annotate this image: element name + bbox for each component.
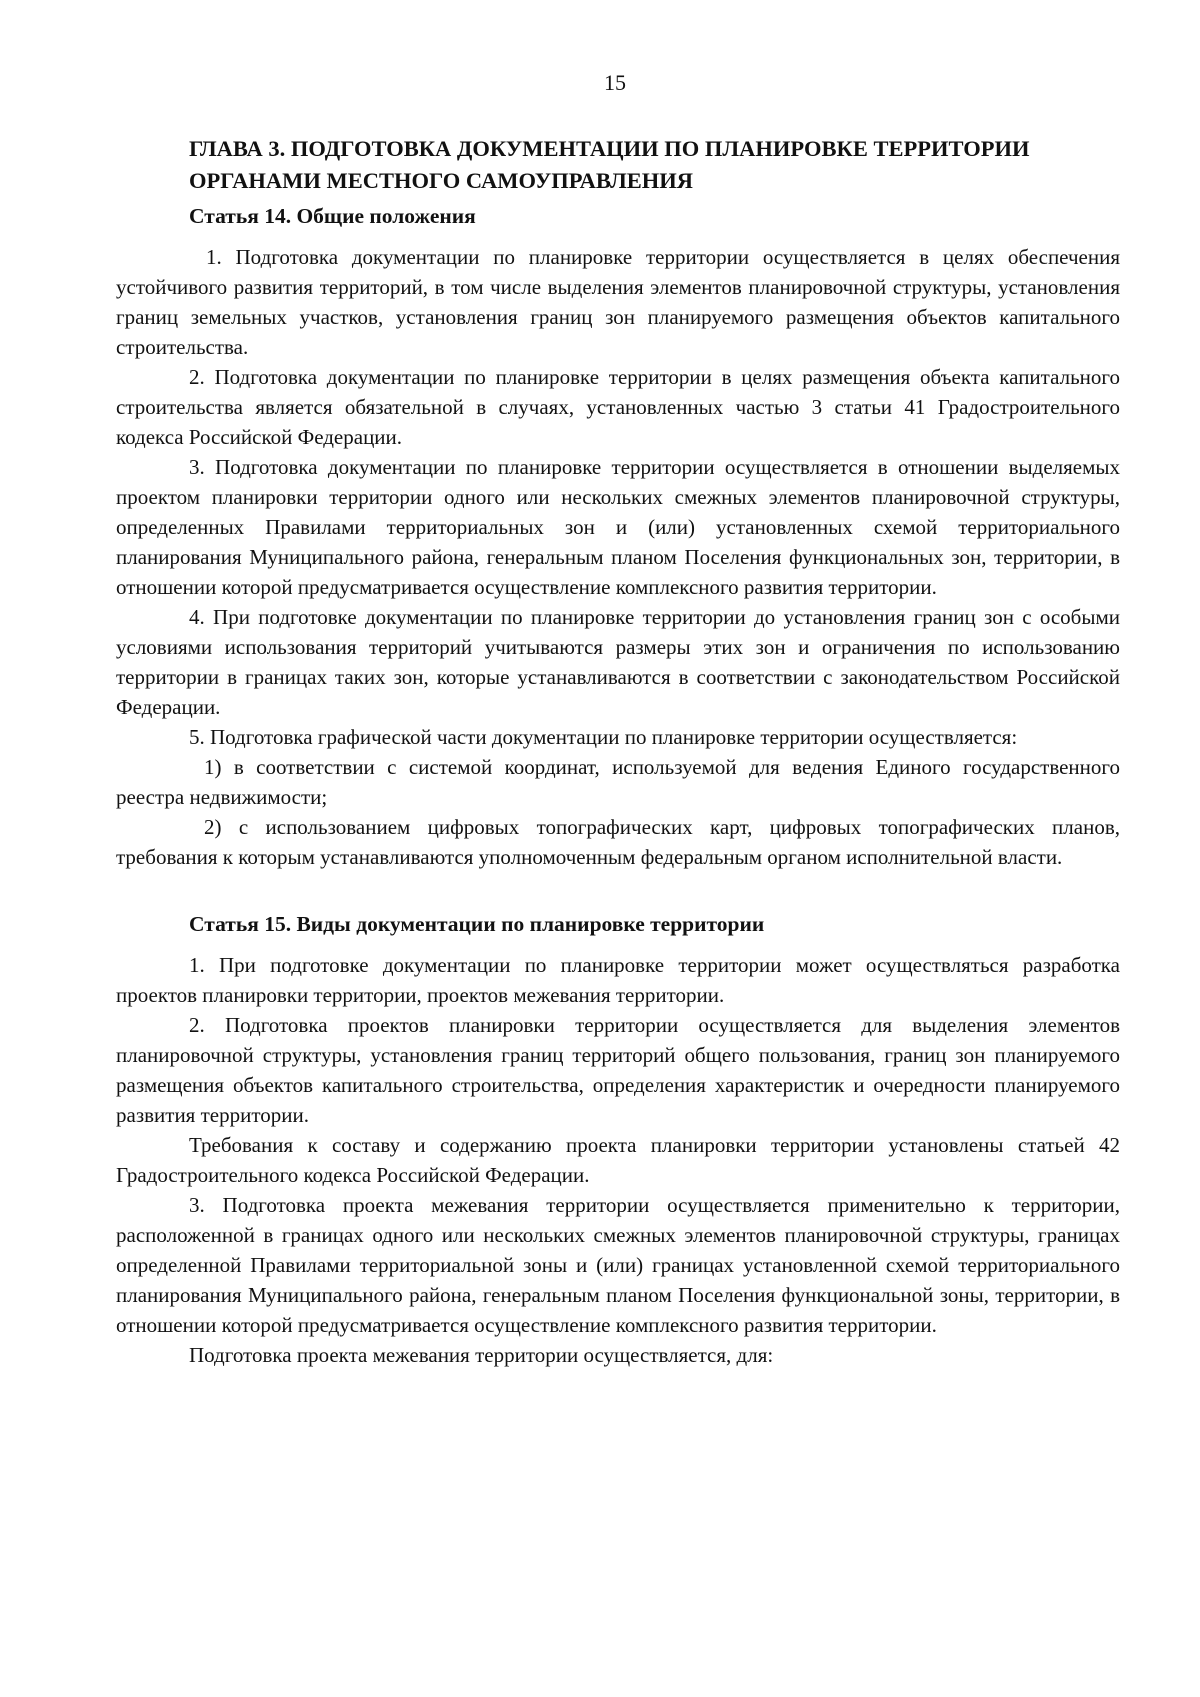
- article-15-body: [116, 950, 1120, 1370]
- document-body: [116, 133, 1120, 1370]
- article-15-paragraph-5: Подготовка проекта межевания территории осуществляется, для:: [189, 1343, 774, 1367]
- page-number: 15: [604, 70, 626, 95]
- article-15-paragraph-4: 3. Подготовка проекта межевания территории осуществляется применительно к территории, расположенной в границах одного или нескольких смежных элементов планировочной структуры, границах определенной Правилами территориальной зоны и (или) границах установленной схемой территориального планирования Муниципального района, генеральным планом Поселения функциональной зоны, территории, в отношении которой предусматривается осуществление комплексного развития территории.: [116, 1193, 1120, 1337]
- article-14-paragraph-1: 1. Подготовка документации по планировке территории осуществляется в целях обеспечения устойчивого развития территорий, в том числе выделения элементов планировочной структуры, установления границ земельных участков, установления границ зон планируемого размещения объектов капитального строительства.: [116, 245, 1120, 359]
- article-14-title: Статья 14. Общие положения: [189, 204, 476, 228]
- article-15-paragraph-1: 1. При подготовке документации по планировке территории может осуществляться разработка проектов планировки территории, проектов межевания территории.: [116, 953, 1120, 1007]
- article-14-body: [116, 242, 1120, 872]
- article-15-paragraph-3: Требования к составу и содержанию проекта планировки территории установлены статьей 42 Градостроительного кодекса Российской Федерации.: [116, 1133, 1120, 1187]
- article-15-paragraph-2: 2. Подготовка проектов планировки территории осуществляется для выделения элементов планировочной структуры, установления границ территорий общего пользования, границ зон планируемого размещения объектов капитального строительства, определения характеристик и очередности планируемого развития территории.: [116, 1013, 1120, 1127]
- article-15-title: Статья 15. Виды документации по планировке территории: [189, 912, 765, 936]
- article-14-paragraph-2: 2. Подготовка документации по планировке территории в целях размещения объекта капитального строительства является обязательной в случаях, установленных частью 3 статьи 41 Градостроительного кодекса Российской Федерации.: [116, 365, 1120, 449]
- article-14-paragraph-3: 3. Подготовка документации по планировке территории осуществляется в отношении выделяемых проектом планировки территории одного или нескольких смежных элементов планировочной структуры, определенных Правилами территориальных зон и (или) установленных схемой территориального планирования Муниципального района, генеральным планом Поселения функциональных зон, территории, в отношении которой предусматривается осуществление комплексного развития территории.: [116, 455, 1120, 599]
- chapter-title: ГЛАВА 3. ПОДГОТОВКА ДОКУМЕНТАЦИИ ПО ПЛАНИРОВКЕ ТЕРРИТОРИИ ОРГАНАМИ МЕСТНОГО САМОУПРАВЛЕНИЯ: [189, 136, 1030, 193]
- article-14-subitem-1: 1) в соответствии с системой координат, используемой для ведения Единого государственного реестра недвижимости;: [116, 755, 1120, 809]
- article-14-paragraph-4: 4. При подготовке документации по планировке территории до установления границ зон с особыми условиями использования территорий учитываются размеры этих зон и ограничения по использованию территории в границах таких зон, которые устанавливаются в соответствии с законодательством Российской Федерации.: [116, 605, 1120, 719]
- article-14-paragraph-5: 5. Подготовка графической части документации по планировке территории осуществляется:: [189, 725, 1018, 749]
- article-14-subitem-2: 2) с использованием цифровых топографических карт, цифровых топографических планов, требования к которым устанавливаются уполномоченным федеральным органом исполнительной власти.: [116, 815, 1120, 869]
